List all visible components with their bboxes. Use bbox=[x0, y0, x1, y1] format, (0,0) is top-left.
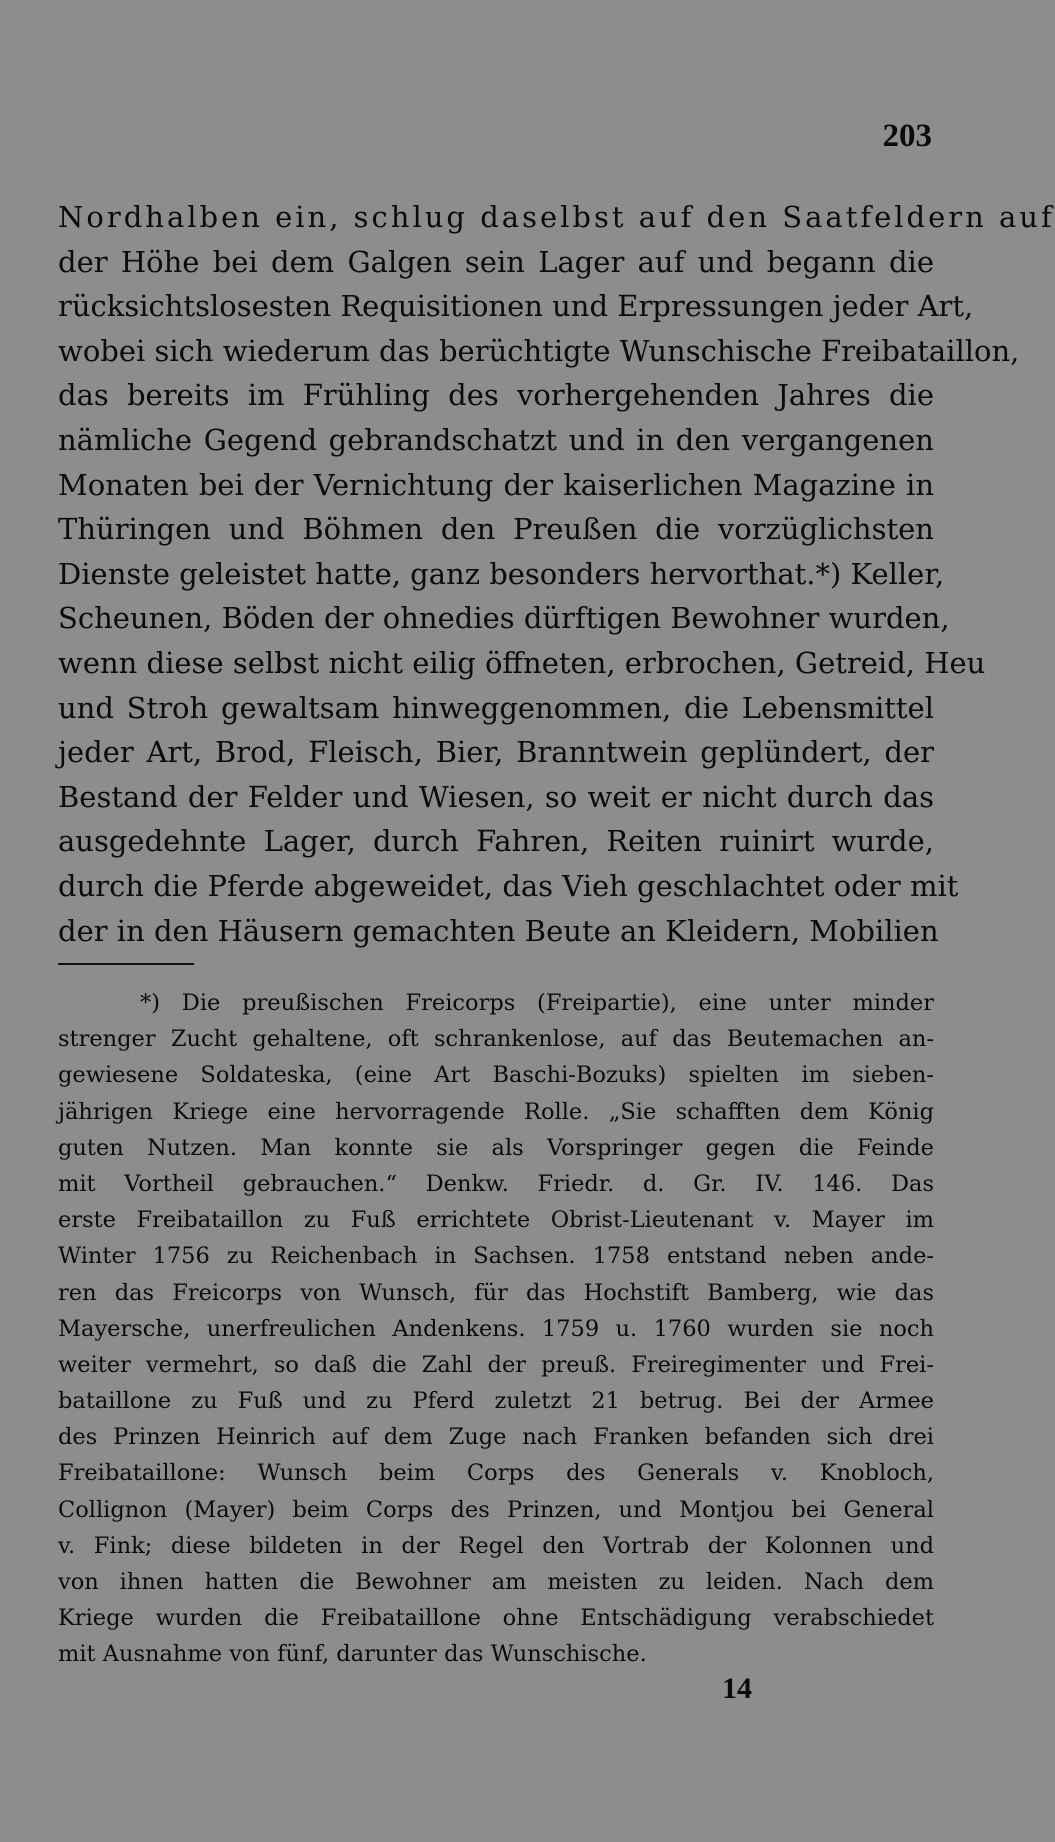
text-line: Monaten bei der Vernichtung der kaiserlichen Magazine in bbox=[58, 467, 934, 502]
footnote-line: weiter vermehrt, so daß die Zahl der preuß. Freiregimenter und Frei- bbox=[58, 1351, 934, 1378]
footnote bbox=[58, 985, 934, 1673]
footnote-line: des Prinzen Heinrich auf dem Zuge nach Franken befanden sich drei bbox=[58, 1424, 934, 1451]
footnote-line: Kriege wurden die Freibataillone ohne Entschädigung verabschiedet bbox=[58, 1605, 934, 1632]
text-line: wobei sich wiederum das berüchtigte Wunschische Freibataillon, bbox=[58, 333, 1020, 368]
text-line: Dienste geleistet hatte, ganz besonders hervorthat.*) Keller, bbox=[58, 556, 945, 591]
page-number: 203 bbox=[882, 118, 932, 154]
text-line: der in den Häusern gemachten Beute an Kleidern, Mobilien bbox=[58, 913, 939, 948]
text-line: Scheunen, Böden der ohnedies dürftigen Bewohner wurden, bbox=[58, 601, 950, 636]
footnote-line: jährigen Kriege eine hervorragende Rolle. „Sie schafften dem König bbox=[58, 1098, 934, 1125]
text-line: Thüringen und Böhmen den Preußen die vorzüglichsten bbox=[58, 512, 934, 547]
footnote-line: guten Nutzen. Man konnte sie als Vorspringer gegen die Feinde bbox=[58, 1134, 934, 1161]
text-line: und Stroh gewaltsam hinweggenommen, die Lebensmittel bbox=[58, 690, 934, 725]
footnote-line: erste Freibataillon zu Fuß errichtete Obrist-Lieutenant v. Mayer im bbox=[58, 1207, 934, 1234]
text-line: rücksichtslosesten Requisitionen und Erpressungen jeder Art, bbox=[58, 289, 974, 324]
text-line: Nordhalben ein, schlug daselbst auf den Saatfeldern auf bbox=[58, 200, 1055, 234]
text-line: Bestand der Felder und Wiesen, so weit er nicht durch das bbox=[58, 779, 934, 814]
text-line: durch die Pferde abgeweidet, das Vieh geschlachtet oder mit bbox=[58, 868, 959, 903]
text-line: das bereits im Frühling des vorhergehenden Jahres die bbox=[58, 378, 934, 413]
footnote-line: Mayersche, unerfreulichen Andenkens. 1759 u. 1760 wurden sie noch bbox=[58, 1315, 934, 1342]
footnote-line: bataillone zu Fuß und zu Pferd zuletzt 21 betrug. Bei der Armee bbox=[58, 1388, 934, 1415]
footnote-line: strenger Zucht gehaltene, oft schrankenlose, auf das Beutemachen an- bbox=[58, 1026, 934, 1053]
footnote-line: ren das Freicorps von Wunsch, für das Hochstift Bamberg, wie das bbox=[58, 1279, 934, 1306]
text-line: ausgedehnte Lager, durch Fahren, Reiten ruinirt wurde, bbox=[58, 824, 934, 859]
text-line: der Höhe bei dem Galgen sein Lager auf und begann die bbox=[58, 244, 934, 279]
text-line: wenn diese selbst nicht eilig öffneten, erbrochen, Getreid, Heu bbox=[58, 645, 986, 680]
footnote-line: mit Ausnahme von fünf, darunter das Wunschische. bbox=[58, 1641, 647, 1668]
footnote-line: von ihnen hatten die Bewohner am meisten zu leiden. Nach dem bbox=[58, 1569, 934, 1595]
signature-mark: 14 bbox=[722, 1672, 752, 1705]
footnote-line: gewiesene Soldateska, (eine Art Baschi-Bozuks) spielten im sieben- bbox=[58, 1062, 934, 1089]
footnote-line: Winter 1756 zu Reichenbach in Sachsen. 1758 entstand neben ande- bbox=[58, 1243, 934, 1270]
footnote-divider bbox=[58, 963, 194, 965]
main-text bbox=[58, 195, 1055, 953]
footnote-line: *) Die preußischen Freicorps (Freipartie), eine unter minder bbox=[140, 990, 934, 1016]
text-line: jeder Art, Brod, Fleisch, Bier, Branntwein geplündert, der bbox=[58, 735, 934, 770]
footnote-line: Collignon (Mayer) beim Corps des Prinzen, und Montjou bei General bbox=[58, 1496, 934, 1523]
text-line: nämliche Gegend gebrandschatzt und in den vergangenen bbox=[58, 422, 934, 457]
footnote-line: Freibataillone: Wunsch beim Corps des Generals v. Knobloch, bbox=[58, 1460, 934, 1487]
footnote-line: mit Vortheil gebrauchen.“ Denkw. Friedr. d. Gr. IV. 146. Das bbox=[58, 1170, 934, 1197]
footnote-line: v. Fink; diese bildeten in der Regel den Vortrab der Kolonnen und bbox=[58, 1532, 934, 1559]
